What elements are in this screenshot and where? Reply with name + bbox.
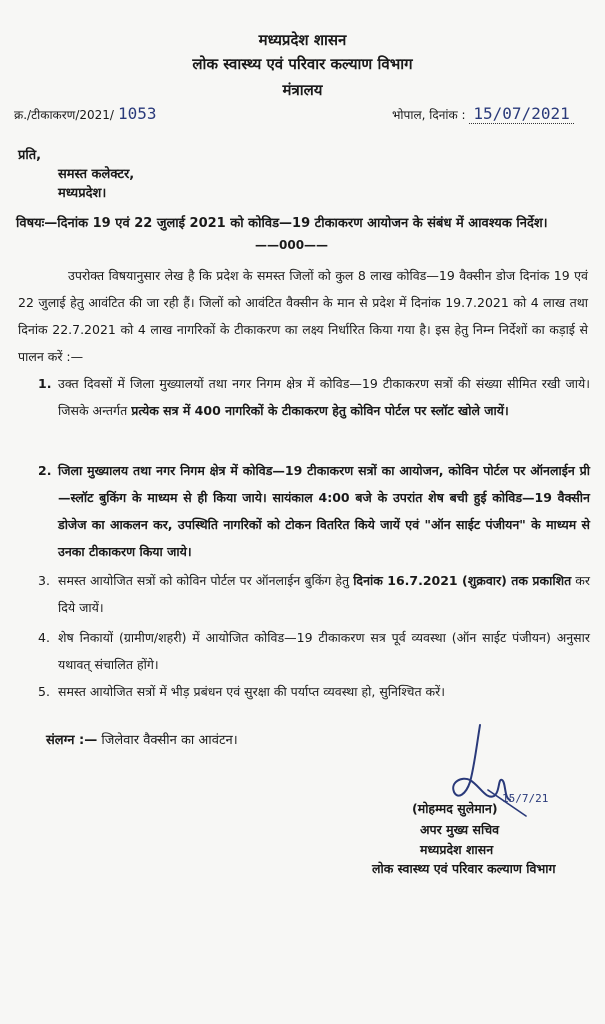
directive-item-3 <box>38 567 590 621</box>
directive-item-5 <box>38 678 590 705</box>
reference-prefix: क्र./टीकाकरण/2021/ <box>14 108 114 122</box>
directive-item-1 <box>38 370 590 424</box>
recipient-line-1: समस्त कलेक्टर, <box>58 167 135 182</box>
subject-line: विषयः—दिनांक 19 एवं 22 जुलाई 2021 को कोविड—19 टीकाकरण आयोजन के संबंध में आवश्यक निर्देश। <box>16 216 548 231</box>
header-government: मध्यप्रदेश शासन <box>258 31 347 49</box>
item-number: 4. <box>38 630 50 645</box>
item-text: शेष निकायों (ग्रामीण/शहरी) में आयोजित कोविड—19 टीकाकरण सत्र पूर्व व्यवस्था (ऑन साईट पंजीयन) अनुसार यथावत् संचालित होंगे। <box>58 630 590 672</box>
item-text-bold: जिला मुख्यालय तथा नगर निगम क्षेत्र में कोविड—19 टीकाकरण सत्रों का आयोजन, कोविन पोर्टल पर ऑनलाईन प्री—स्लॉट बुकिंग के माध्यम से ही किया जाये। सायंकाल 4:00 बजे के उपरांत शेष बची हुई कोविड—19 वैक्सीन डोजेज का आकलन कर, उपस्थिति नागरिकों को टोकन वितरित किये जायें एवं "ऑन साईट पंजीयन" के माध्यम से उनका टीकाकरण किया जाये। <box>58 463 590 559</box>
signatory-designation: अपर मुख्य सचिव <box>420 822 500 837</box>
signatory-name: (मोहम्मद सुलेमान) <box>412 801 498 816</box>
item-number: 2. <box>38 463 52 478</box>
item-number: 3. <box>38 573 50 588</box>
recipient-prati: प्रति, <box>18 148 42 163</box>
signatory-department: लोक स्वास्थ्य एवं परिवार कल्याण विभाग <box>372 861 556 876</box>
item-number: 5. <box>38 684 50 699</box>
directive-item-4 <box>38 624 590 678</box>
signature-initials: 15/7/21 <box>502 792 549 805</box>
enclosure-label: संलग्न :— <box>46 733 98 748</box>
item-text: समस्त आयोजित सत्रों में भीड़ प्रबंधन एवं सुरक्षा की पर्याप्त व्यवस्था हो, सुनिश्चित करें। <box>58 684 445 699</box>
item-text-plain: कर दिये जायें। <box>58 573 590 615</box>
place-label: भोपाल, दिनांक : <box>392 108 466 122</box>
intro-paragraph: उपरोक्त विषयानुसार लेख है कि प्रदेश के समस्त जिलों को कुल 8 लाख कोविड—19 वैक्सीन डोज दिनांक 19 एवं 22 जुलाई हेतु आवंटित की जा रही हैं। जिलों को आवंटित वैक्सीन के मान से प्रदेश में दिनांक 19.7.2021 को 4 लाख तथा दिनांक 22.7.2021 को 4 लाख नागरिकों के टीकाकरण का लक्ष्य निर्धारित किया गया है। इस हेतु निम्न निर्देशों का कड़ाई से पालन करें :— <box>18 268 588 364</box>
divider-mark: ——000—— <box>255 238 329 252</box>
item-text <box>58 567 590 621</box>
item-text-bold: प्रत्येक सत्र में 400 नागरिकों के टीकाकरण हेतु कोविन पोर्टल पर स्लॉट खोले जायें। <box>131 403 509 418</box>
recipient-line-2: मध्यप्रदेश। <box>58 186 107 201</box>
header-department: लोक स्वास्थ्य एवं परिवार कल्याण विभाग <box>192 55 413 73</box>
enclosure-text: जिलेवार वैक्सीन का आवंटन। <box>97 733 238 748</box>
directive-item-2 <box>38 457 590 565</box>
enclosure <box>46 730 238 748</box>
item-text-bold: दिनांक 16.7.2021 (शुक्रवार) तक प्रकाशित <box>353 573 572 588</box>
item-text-plain: उक्त दिवसों में जिला मुख्यालयों तथा नगर निगम क्षेत्र में कोविड—19 टीकाकरण सत्रों की संख्या सीमित रखी जाये। जिसके अन्तर्गत <box>58 376 590 418</box>
place-date <box>392 104 574 123</box>
reference-number <box>14 104 157 123</box>
item-number: 1. <box>38 376 52 391</box>
item-text-plain: समस्त आयोजित सत्रों को कोविन पोर्टल पर ऑनलाईन बुकिंग हेतु <box>58 573 354 588</box>
handwritten-date: 15/07/2021 <box>469 104 573 124</box>
signatory-government: मध्यप्रदेश शासन <box>420 842 494 857</box>
reference-handwritten-number: 1053 <box>117 104 157 123</box>
header-ministry: मंत्रालय <box>282 81 323 99</box>
item-text <box>58 370 590 424</box>
